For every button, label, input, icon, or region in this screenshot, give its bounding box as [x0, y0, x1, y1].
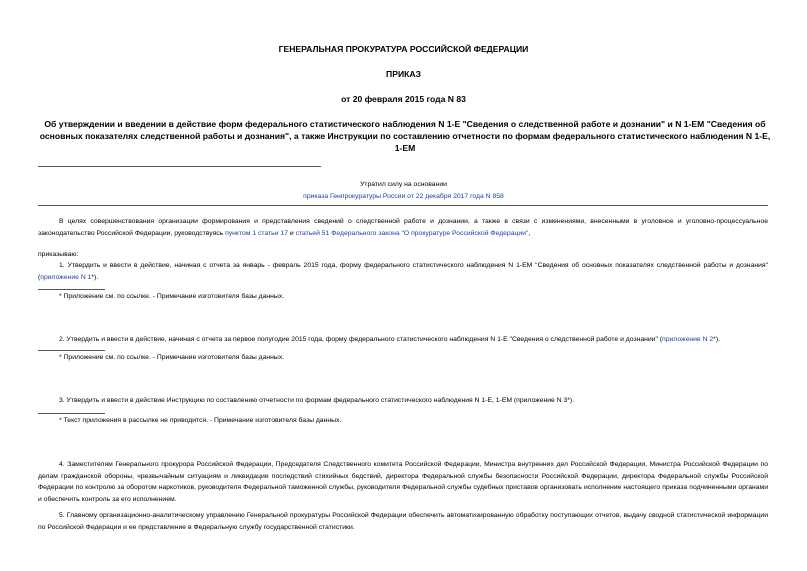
status-link-row [0, 191, 807, 203]
item-text: 1. Утвердить и ввести в действие, начиная с отчета за январь - февраль 2015 года, форму федерального статистического наблюдения N 1-ЕМ "Сведения об основных показателях следственной работы и дознания" ( [38, 262, 768, 281]
preamble-text: В целях совершенствования организации формирования и представления сведений о следственной работе и дознании, а также в связи с изменениями, внесенными в уголовное и уголовно-процессуальное законодательство Российской Федерации, руководствуясь [38, 218, 768, 237]
item-1 [38, 260, 768, 283]
footnote-rule [38, 413, 105, 414]
doc-title: Об утверждении и введении в действие форм федерального статистического наблюдения N 1-Е "Сведения о следственной работе и дознании" и N 1-ЕМ "Сведения об основных показателях следственной работы и дознания", а также Инструкции по составлению отчетности по формам федерального статистического наблюдения N 1-Е, 1-ЕМ [39, 119, 771, 153]
item-5: 5. Главному организационно-аналитическому управлению Генеральной прокуратуры Российской Федерации обеспечить автоматизированную обработку поступающих отчетов, выдачу сводной статистической информации по Российской Федерации и ее представление в Федеральную службу государственной статистики. [38, 512, 768, 531]
item-text: *). [91, 273, 99, 281]
footnote: * Приложение см. по ссылке. - Примечание изготовителя базы данных. [59, 354, 285, 361]
repeal-order-link[interactable]: приказа Генпрокуратуры России от 22 декабря 2017 года N 858 [303, 193, 504, 200]
item-text: *). [713, 336, 720, 343]
item-4: 4. Заместителям Генерального прокурора Российской Федерации, Председателя Следственного комитета Российской Федерации, Министра внутренних дел Российской Федерации, Министра Российской Федерации по делам гражданской обороны, чрезвычайным ситуациям и ликвидации последствий стихийных бедствий, директора Федеральной службы безопасности Российской Федерации, директора Федеральной службы Российской Федерации по контролю за оборотом наркотиков, руководителя Федеральной таможенной службы, руководителя Федеральной службы судебных приставов организовать исполнение настоящего приказа подчиненными органами и обеспечить контроль за его исполнением. [38, 461, 768, 503]
preamble [38, 216, 768, 239]
appendix-2-link[interactable]: приложение N 2 [662, 336, 714, 343]
divider [38, 166, 321, 167]
doc-type: ПРИКАЗ [386, 69, 421, 79]
divider [38, 205, 768, 206]
status-note: Утратил силу на основании [360, 181, 447, 188]
item-2 [59, 334, 768, 346]
appendix-1-link[interactable]: приложение N 1 [40, 273, 92, 281]
footnote-rule [38, 289, 105, 290]
item-text: 2. Утвердить и ввести в действие, начиная с отчета за первое полугодие 2015 года, форму федерального статистического наблюдения N 1-Е "Сведения о следственной работе и дознании" ( [59, 336, 663, 343]
footnote: * Приложение см. по ссылке. - Примечание изготовителя базы данных. [59, 293, 285, 300]
article-17-link[interactable]: пунктом 1 статьи 17 [225, 229, 288, 237]
doc-date: от 20 февраля 2015 года N 83 [341, 94, 466, 104]
preamble-text: , [528, 229, 531, 237]
preamble-text: и [287, 229, 296, 237]
item-3: 3. Утвердить и ввести в действие Инструкцию по составлению отчетности по формам федерального статистического наблюдения N 1-Е, 1-ЕМ (приложение N 3*). [59, 397, 575, 404]
org-name: ГЕНЕРАЛЬНАЯ ПРОКУРАТУРА РОССИЙСКОЙ ФЕДЕРАЦИИ [278, 44, 529, 54]
article-51-link[interactable]: статьей 51 Федерального закона "О прокуратуре Российской Федерации" [295, 229, 529, 237]
order-word: приказываю: [38, 251, 79, 258]
footnote-rule [38, 350, 105, 351]
footnote: * Текст приложения в рассылке не приводится. - Примечание изготовителя базы данных. [59, 417, 342, 424]
